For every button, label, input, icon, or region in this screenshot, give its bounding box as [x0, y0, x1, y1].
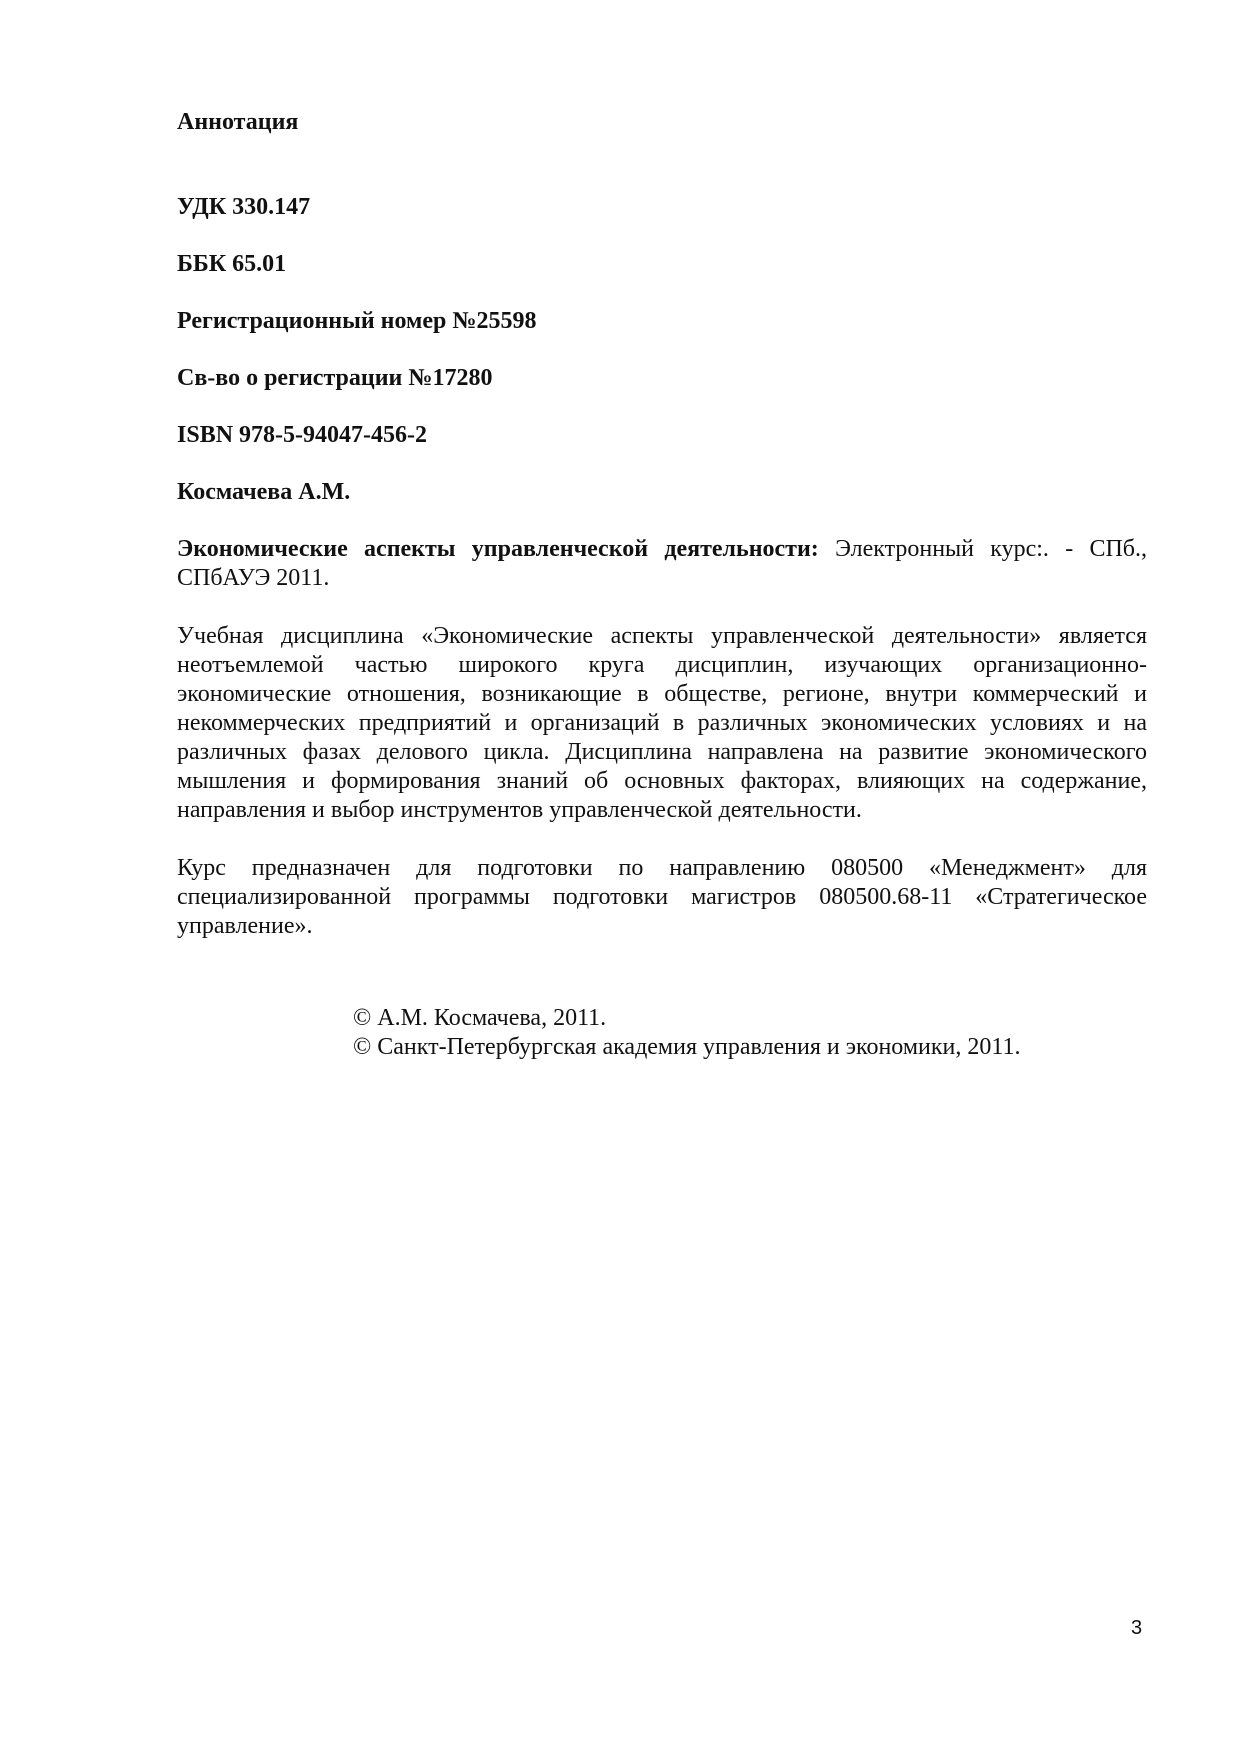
author-line: Космачева А.М. [177, 479, 351, 505]
bbk-line: ББК 65.01 [177, 251, 287, 277]
copyright-author: © А.М. Космачева, 2011. [353, 1005, 607, 1031]
copyright-academy: © Санкт-Петербургская академия управления и экономики, 2011. [353, 1034, 1021, 1060]
registration-certificate-line: Св-во о регистрации №17280 [177, 365, 493, 391]
course-title: Экономические аспекты управленческой деятельности: [177, 536, 819, 562]
page-number: 3 [1131, 1617, 1143, 1639]
page-content [177, 108, 1147, 970]
copyright-block [353, 1004, 1113, 1062]
course-title-paragraph [177, 535, 1147, 593]
registration-number-line: Регистрационный номер №25598 [177, 308, 537, 334]
isbn-line: ISBN 978-5-94047-456-2 [177, 422, 427, 448]
udk-line: УДК 330.147 [177, 194, 311, 220]
course-publication-info: Электронный курс:. - СПб., СПбАУЭ 2011. [177, 536, 1148, 591]
discipline-description-paragraph: Учебная дисциплина «Экономические аспекты управленческой деятельности» является неотъемлемой частью широкого круга дисциплин, изучающих организационно-экономические отношения, возникающие в обществе, регионе, внутри коммерческий и некоммерческих предприятий и организаций в различных экономических условиях и на различных фазах делового цикла. Дисциплина направлена на развитие экономического мышления и формирования знаний об основных факторах, влияющих на содержание, направления и выбор инструментов управленческой деятельности. [177, 623, 1147, 823]
annotation-heading: Аннотация [177, 109, 299, 135]
course-purpose-paragraph: Курс предназначен для подготовки по направлению 080500 «Менеджмент» для специализированной программы подготовки магистров 080500.68-11 «Стратегическое управление». [177, 855, 1147, 939]
